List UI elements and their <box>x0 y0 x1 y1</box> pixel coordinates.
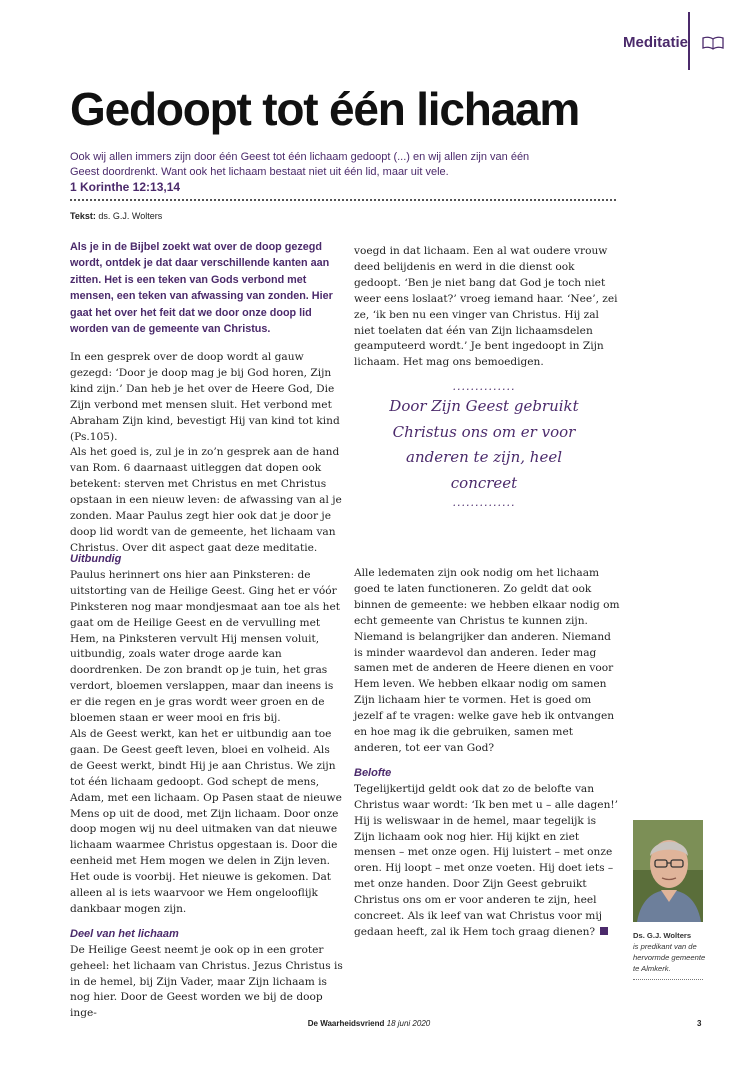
page-number: 3 <box>697 1019 702 1028</box>
caption-divider <box>633 979 703 980</box>
intro-text <box>70 350 346 557</box>
paragraph: Alle ledematen zijn ook nodig om het lichaam goed te laten functioneren. Zo geldt dat ook binnen de gemeente: we hebben elkaar nodig om echt gemeente van Christus te kunnen zijn. Niemand is belangrijker dan anderen. Niemand is minder waardevol dan anderen. Ieder mag samen met de anderen de Heere dienen en voor Hem leven. We hebben elkaar nodig om samen Zijn lichaam hier te vormen. Het is goed om jezelf af te vragen: welke gave heb ik ontvangen en hoe mag ik die gebruiken, samen met anderen, tot eer van God? <box>354 567 620 754</box>
dotted-divider <box>70 199 616 201</box>
page-footer <box>0 1019 738 1028</box>
body-left <box>70 552 346 1022</box>
end-mark-icon <box>600 927 608 935</box>
subheading-uitbundig: Uitbundig <box>70 553 122 565</box>
paragraph: Als het goed is, zul je in zo’n gesprek aan de hand van Rom. 6 daarnaast uitleggen dat dopen ook betekent: sterven met Christus en met Christus opstaan in een nieuw leven: de afwassing van al je zonden. Maar Paulus zegt hier ook dat je door je doop lid wordt van de gemeente, het lichaam van Christus. Over dit aspect gaat deze meditatie. <box>70 446 342 554</box>
paragraph: voegd in dat lichaam. Een al wat oudere vrouw deed belijdenis en werd in die dienst ook gedoopt. ‘Ben je niet bang dat God je toch niet weer eens loslaat?’ vroeg iemand haar. ‘Nee’, zei ze, ‘ik ben nu een vinger van Christus. Hij zal niet toelaten dat één van Zijn lichaamsdelen geamputeerd wordt.’ Je bent ingedoopt in Zijn lichaam. Het mag ons bemoedigen. <box>354 245 618 369</box>
byline-author: ds. G.J. Wolters <box>98 211 163 221</box>
page-title: Gedoopt tot één lichaam <box>70 83 580 135</box>
author-name: Ds. G.J. Wolters <box>633 931 692 940</box>
byline-label: Tekst: <box>70 211 96 221</box>
pull-quote-dots-bottom: .............. <box>452 496 516 509</box>
author-bio: is predikant van de hervormde gemeente te Almkerk. <box>633 942 706 973</box>
verse-reference: 1 Korinthe 12:13,14 <box>70 180 181 194</box>
subheading-belofte: Belofte <box>354 766 392 779</box>
body-right <box>354 566 620 941</box>
author-photo <box>633 820 703 922</box>
section-divider <box>688 12 690 70</box>
paragraph: In een gesprek over de doop wordt al gauw gezegd: ‘Door je doop mag je bij God horen, Zijn kind zijn.’ Dan heb je het over de Heere God, Die Zijn verbond met mensen sluit. Het verbond met Abraham Zijn kind, bevestigt Hij van kind tot kind (Ps.105). <box>70 351 340 443</box>
intro-continued <box>354 244 620 371</box>
belofte-text: Tegelijkertijd geldt ook dat zo de belofte van Christus waar wordt: ‘Ik ben met u – alle dagen!’ Hij is weliswaar in de hemel, maar tegelijk is Zijn lichaam ook nog hier. Hij kijkt en ziet mensen – met onze ogen. Hij luistert – met onze oren. Hij loopt – met onze voeten. Hij doet iets – met onze handen. Door Zijn Geest gebruikt Christus ons om er voor anderen te zijn, heel concreet. Als ik leef van wat Christus voor mij gedaan heeft, zal ik Hem toch graag dienen? <box>354 782 619 938</box>
bible-verse <box>70 150 540 195</box>
open-book-icon <box>701 36 725 50</box>
verse-text: Ook wij allen immers zijn door één Geest tot één lichaam gedoopt (...) en wij allen zijn van één Geest doordrenkt. Want ook het lichaam bestaat niet uit één lid, maar uit vele. <box>70 151 530 178</box>
magazine-name: De Waarheidsvriend <box>307 1019 385 1028</box>
pull-quote-dots-top: .............. <box>452 380 516 393</box>
paragraph: Als de Geest werkt, kan het er uitbundig aan toe gaan. De Geest geeft leven, bloei en volheid. Als de Geest werkt, bindt Hij je aan Christus. We zijn tot één lichaam gedoopt. God schept de mens, Adam, met een lichaam. Op Pasen staat de nieuwe Mens op uit de dood, met Zijn lichaam. Door onze doop mogen wij nu deel uitmaken van dat nieuwe lichaam waarmee Christus opgestaan is. Door die eenheid met Hem mogen we delen in Zijn leven. Het oude is voorbij. Het nieuwe is gekomen. Dat alleen al is iets waarvoor we Hem ongelooflijk dankbaar mogen zijn. <box>70 727 342 915</box>
author-caption <box>633 930 709 974</box>
lead-paragraph: Als je in de Bijbel zoekt wat over de doop gezegd wordt, ontdek je dat daar verschillende kanten aan zitten. Het is een teken van Gods verbond met mensen, een teken van afwassing van zonden. Hier gaat het over het feit dat we door onze doop lid worden van de gemeente van Christus. <box>70 241 333 336</box>
issue-date: 18 juni 2020 <box>386 1019 431 1028</box>
paragraph: De Heilige Geest neemt je ook op in een groter geheel: het lichaam van Christus. Jezus Christus is in de hemel, bij Zijn Vader, maar Zijn lichaam is nog hier. Door de Geest worden we bij de doop inge- <box>70 943 343 1020</box>
section-label: Meditatie <box>622 34 688 51</box>
paragraph <box>354 782 620 941</box>
byline <box>70 211 162 221</box>
pull-quote-text: Door Zijn Geest gebruikt Christus ons om er voor anderen te zijn, heel concreet <box>389 397 579 492</box>
paragraph: Paulus herinnert ons hier aan Pinksteren: de uitstorting van de Heilige Geest. Ging het er vóór Pinksteren nog maar mondjesmaat aan toe als het gaat om de Heilige Geest en de vervulling met Hem, na Pinksteren vervult Hij mensen voluit, uitbundig, zoals water droge aarde kan doordrenken. De zon brandt op je tuin, het gras verdort, bloemen verslappen, maar dan ineens is er die regen en je gras wordt weer groen en de bloemen staan er weer mooi en fris bij. <box>70 568 340 725</box>
subheading-deel-van-het-lichaam: Deel van het lichaam <box>70 927 179 940</box>
pull-quote <box>384 380 584 510</box>
